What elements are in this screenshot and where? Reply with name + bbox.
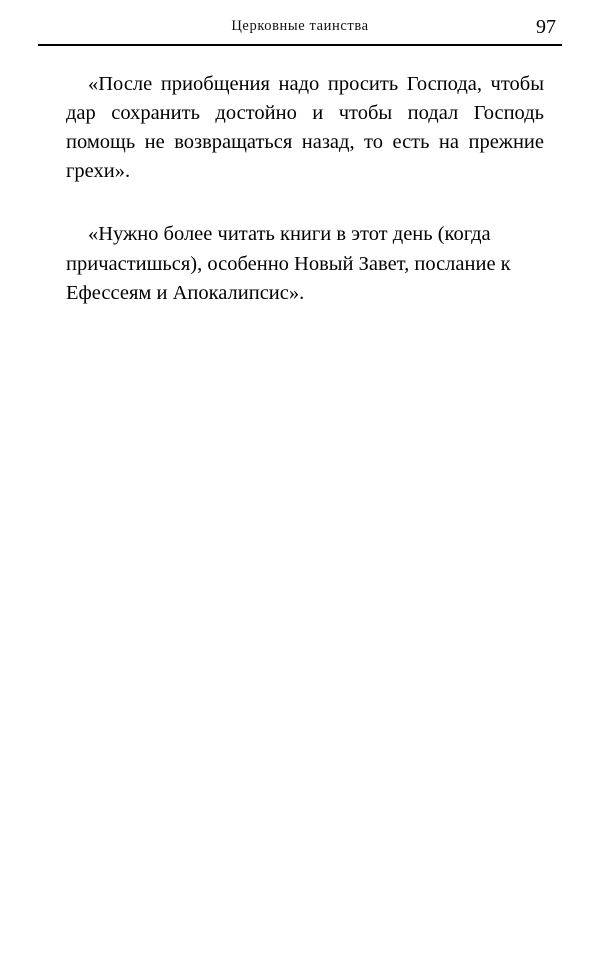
running-title: Церковные таинства	[231, 18, 369, 34]
paragraph: «После приобщения надо просить Господа, чтобы дар сохранить достойно и чтобы подал Господь помощь не возвращаться назад, то есть на прежние грехи».	[66, 73, 544, 183]
header-divider	[38, 44, 562, 46]
paragraph: «Нужно более читать книги в этот день (когда причастишься), особенно Новый Завет, послание к Ефессеям и Апокалипсис».	[66, 223, 511, 304]
page-number: 97	[536, 16, 556, 38]
page-content	[66, 70, 544, 308]
page-header	[38, 18, 562, 44]
paragraph-spacer	[66, 186, 544, 220]
